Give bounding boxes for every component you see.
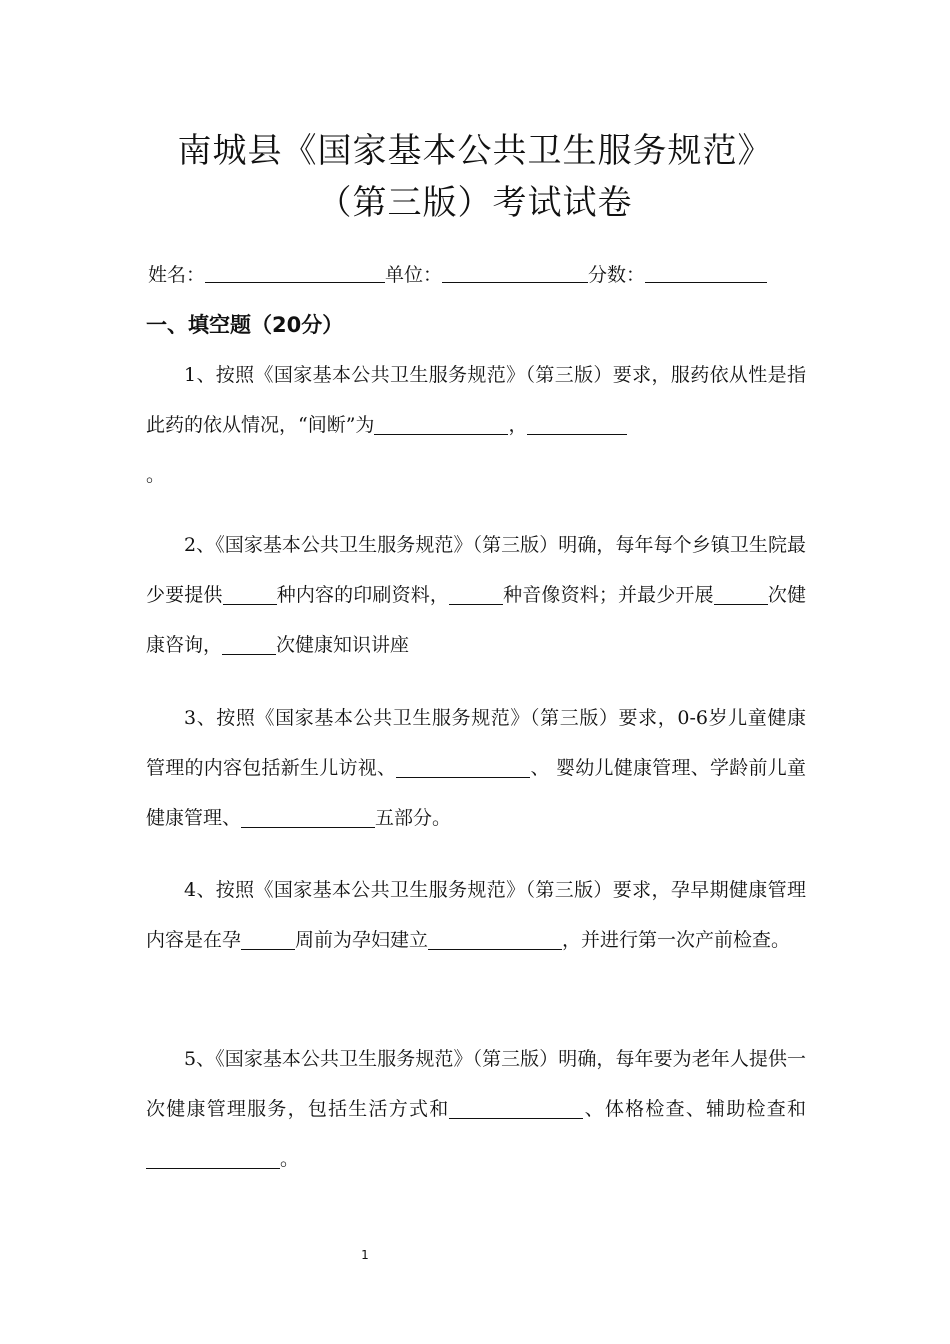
exam-title-line-2: （第三版）考试试卷 [317, 183, 633, 223]
score-blank [645, 258, 767, 283]
name-label: 姓名： [148, 264, 206, 286]
answer-blank [241, 927, 295, 950]
examinee-info-row [148, 258, 808, 292]
answer-blank [714, 582, 768, 605]
answer-blank [222, 632, 276, 655]
answer-blank [396, 755, 530, 778]
answer-blank [449, 1096, 583, 1119]
answer-blank [428, 927, 562, 950]
answer-blank [223, 582, 277, 605]
unit-label: 单位： [385, 264, 443, 286]
answer-blank [449, 582, 503, 605]
answer-blank [527, 412, 627, 435]
answer-blank [241, 805, 375, 828]
question-3: 3、按照《国家基本公共卫生服务规范》（第三版）要求，0-6岁儿童健康管理的内容包括新生儿访视、 、 婴幼儿健康管理、学龄前儿童健康管理、 五部分。 [146, 707, 806, 829]
question-5: 5、《国家基本公共卫生服务规范》（第三版）明确，每年要为老年人提供一次健康管理服务，包括生活方式和 、体格检查、辅助检查和 。 [146, 1048, 806, 1170]
score-label: 分数： [588, 264, 646, 286]
name-blank [205, 258, 385, 283]
question-1: 1、按照《国家基本公共卫生服务规范》（第三版）要求，服药依从性是指此药的依从情况，“间断”为 ， 。 [146, 364, 806, 486]
question-4: 4、按照《国家基本公共卫生服务规范》（第三版）要求，孕早期健康管理内容是在孕 周前为孕妇建立 ，并进行第一次产前检查。 [146, 879, 806, 951]
section-heading-fill-in-blank: 一、填空题（20分） [146, 313, 344, 337]
exam-title-line-1: 南城县《国家基本公共卫生服务规范》 [177, 131, 773, 171]
question-2: 2、《国家基本公共卫生服务规范》（第三版）明确，每年每个乡镇卫生院最少要提供 种内容的印刷资料， 种音像资料；并最少开展 次健康咨询， 次健康知识讲座 [146, 534, 806, 656]
page-number: 1 [361, 1248, 369, 1262]
unit-blank [442, 258, 588, 283]
answer-blank [374, 412, 508, 435]
answer-blank [146, 1146, 280, 1169]
